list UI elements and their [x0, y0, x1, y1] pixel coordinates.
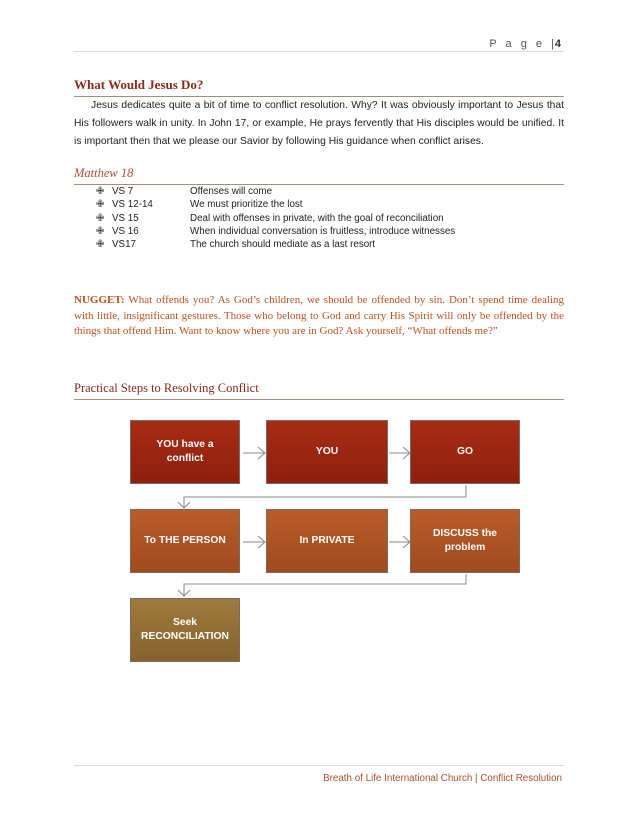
list-item — [96, 185, 546, 198]
arrow-1-2 — [243, 447, 265, 459]
verse-text: We must prioritize the lost — [190, 199, 303, 211]
step-box-4: To THE PERSON — [130, 509, 240, 573]
arrow-5-6 — [389, 536, 410, 548]
verse-text: Offenses will come — [190, 186, 273, 197]
nugget-text: What offends you? As God’s children, we should be offended by sin. Don’t spend time dealing with little, insignificant gestures. Those who belong to God and carry His Spirit will only be offended by the things that offend Him. Want to know where you are in God? Ask yourself, “What offends me?” — [74, 294, 564, 337]
step-box-1: YOU have a conflict — [130, 420, 240, 484]
verse-ref: VS 7 — [112, 186, 134, 197]
cross-bullet-icon: ✙ — [96, 239, 105, 251]
nugget-label: NUGGET: — [74, 294, 125, 306]
section-heading-steps: Practical Steps to Resolving Conflict — [74, 381, 564, 400]
step-box-5: In PRIVATE — [266, 509, 388, 573]
intro-paragraph: Jesus dedicates quite a bit of time to conflict resolution. Why? It was obviously important to Jesus that His followers walk in unity. In John 17, or example, He prays fervently that His disciples would be unified. It is important then that we please our Savior by following His guidance when conflict arises. — [74, 100, 564, 147]
footer-rule — [74, 765, 564, 766]
page-separator: | — [551, 38, 555, 50]
arrow-3-4 — [178, 485, 466, 508]
header-rule — [74, 51, 564, 52]
nugget-callout — [74, 293, 564, 340]
verse-list — [96, 185, 546, 251]
list-item — [96, 238, 546, 251]
section-heading-wwjd: What Would Jesus Do? — [74, 77, 564, 97]
verse-text: The church should mediate as a last resort — [190, 239, 376, 251]
step-box-7: Seek RECONCILIATION — [130, 598, 240, 662]
page-footer: Breath of Life International Church | Conflict Resolution — [323, 773, 562, 784]
cross-bullet-icon: ✙ — [96, 186, 105, 197]
cross-bullet-icon: ✙ — [96, 212, 105, 224]
step-box-6: DISCUSS the problem — [410, 509, 520, 573]
arrow-2-3 — [389, 447, 410, 459]
arrow-6-7 — [178, 574, 466, 596]
verse-ref: VS17 — [112, 239, 136, 251]
cross-bullet-icon: ✙ — [96, 225, 105, 237]
page-header — [489, 38, 562, 50]
verse-ref: VS 16 — [112, 225, 139, 237]
step-box-3: GO — [410, 420, 520, 484]
step-box-2: YOU — [266, 420, 388, 484]
verse-text: When individual conversation is fruitless, introduce witnesses — [190, 225, 456, 237]
list-item — [96, 225, 546, 238]
arrow-4-5 — [243, 536, 265, 548]
verse-text: Deal with offenses in private, with the goal of reconciliation — [190, 212, 444, 224]
verse-ref: VS 12-14 — [112, 199, 153, 211]
list-item — [96, 198, 546, 211]
cross-bullet-icon: ✙ — [96, 199, 105, 211]
page-label: P a g e — [489, 38, 546, 50]
verse-ref: VS 15 — [112, 212, 139, 224]
page-number: 4 — [554, 38, 562, 50]
list-item — [96, 212, 546, 225]
section-heading-matthew: Matthew 18 — [74, 166, 564, 185]
